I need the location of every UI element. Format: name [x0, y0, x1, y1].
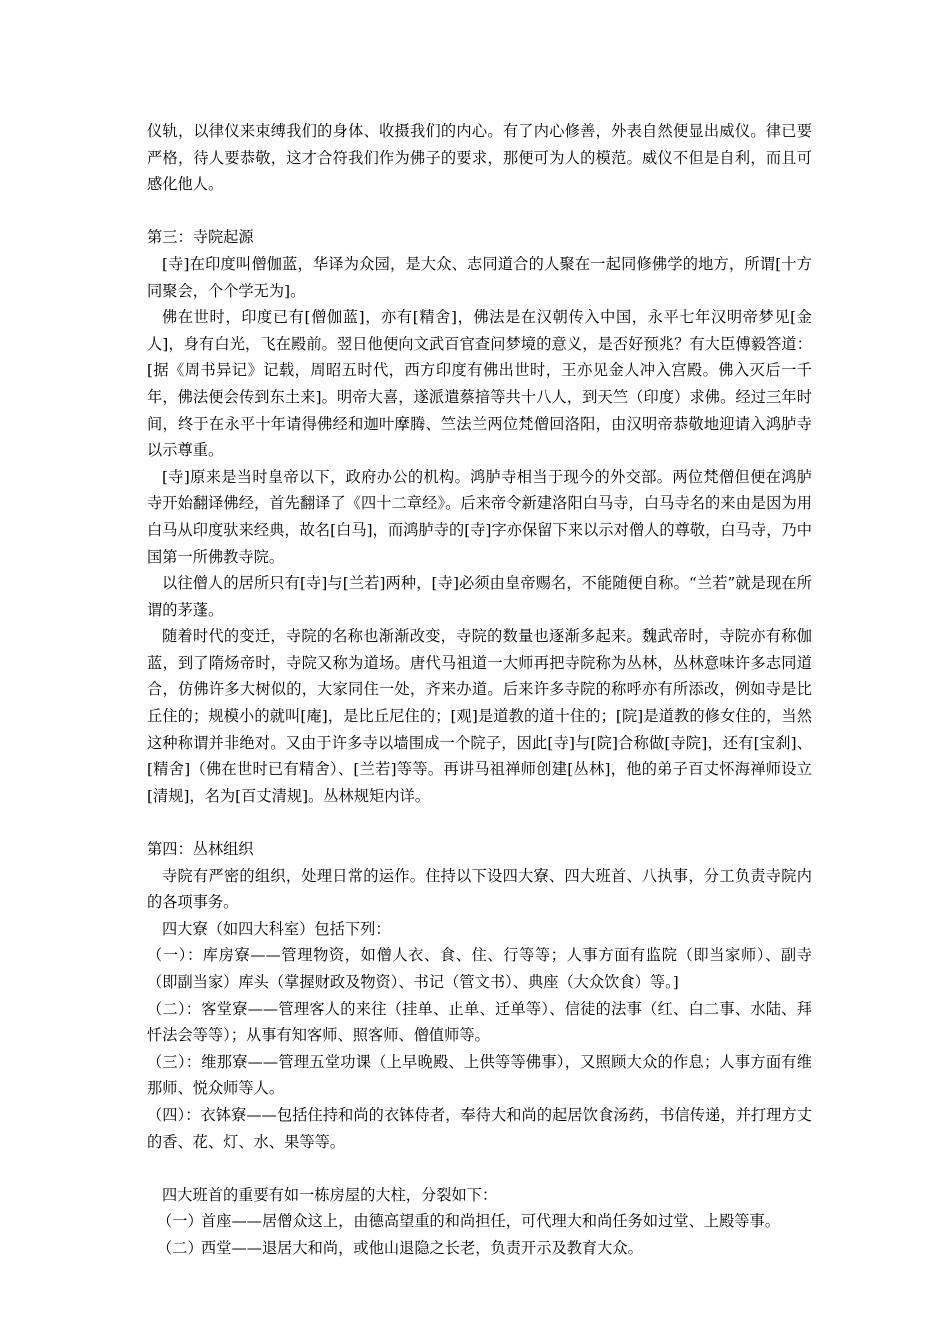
section4-list-title: 四大寮（如四大科室）包括下列：: [162, 919, 391, 938]
section-heading-4: 第四：丛林组织: [147, 840, 254, 859]
section3-paragraph: [寺]原来是当时皇帝以下，政府办公的机构。鸿胪寺相当于现今的外交部。两位梵僧但便在鸿胪寺开始翻译佛经，首先翻译了《四十二章经》。后来帝令新建洛阳白马寺，白马寺名的来由是因为用白马从印度驮来经典，故名[白马]，而鸿胪寺的[寺]字亦保留下来以示对僧人的尊敬，白马寺，乃中国第一所佛教寺院。: [147, 467, 812, 566]
intro-paragraph: 仪轨，以律仪来束缚我们的身体、收摄我们的内心。有了内心修善，外表自然便显出威仪。律已要严格，待人要恭敬，这才合符我们作为佛子的要求，那便可为人的模范。威仪不但是自利，而且可感化他人。: [147, 122, 812, 194]
list-item: （一）：库房寮——管理物资，如僧人衣、食、住、行等等；人事方面有监院（即当家师）、副寺（即副当家）库头（掌握财政及物资）、书记（管文书）、典座（大众饮食）等。]: [147, 946, 812, 991]
spacer: [147, 1155, 812, 1182]
banshou-item-number: （二）: [157, 1238, 203, 1257]
section4-intro: 寺院有严密的组织，处理日常的运作。住持以下设四大寮、四大班首、八执事，分工负责寺院内的各项事务。: [147, 866, 812, 912]
section3-paragraph: 以往僧人的居所只有[寺]与[兰若]两种，[寺]必须由皇帝赐名，不能随便自称。“兰若”就是现在所谓的茅蓬。: [147, 574, 812, 619]
list-item: （二）：客堂寮——管理客人的来往（挂单、止单、迁单等）、信徒的法事（红、白二事、水陆、拜忏法会等等）；从事有知客师、照客师、僧值师等。: [147, 999, 812, 1045]
banshou-item: [147, 1208, 812, 1235]
section-heading-3: 第三：寺院起源: [147, 228, 254, 247]
section3-paragraph: 随着时代的变迁，寺院的名称也渐渐改变，寺院的数量也逐渐多起来。魏武帝时，寺院亦有称伽蓝，到了隋炀帝时，寺院又称为道场。唐代马祖道一大师再把寺院称为丛林，丛林意味许多志同道合，仿佛许多大树似的，大家同住一处，齐来办道。后来许多寺院的称呼亦有所添改，例如寺是比丘住的；规模小的就叫[庵]，是比丘尼住的；[观]是道教的道十住的；[院]是道教的修女住的，当然这种称谓并非绝对。又由于许多寺以墙围成一个院子，因此[寺]与[院]合称做[寺院]，还有[宝刹]、[精舍]（佛在世时已有精舍）、[兰若]等等。再讲马祖禅师创建[丛林]，他的弟子百丈怀海禅师设立[清规]，名为[百丈清规]。丛林规矩内详。: [147, 627, 812, 805]
section3-paragraph: [寺]在印度叫僧伽蓝，华译为众园，是大众、志同道合的人聚在一起同修佛学的地方，所谓[十方同聚会，个个学无为]。: [147, 254, 812, 300]
list-item: （四）：衣钵寮——包括住持和尚的衣钵侍者，奉待大和尚的起居饮食汤药，书信传递，并打理方丈的香、花、灯、水、果等等。: [147, 1105, 812, 1151]
spacer: [147, 809, 812, 836]
banshou-item-text: 西堂——退居大和尚，或他山退隐之长老，负责开示及教育大众。: [201, 1238, 643, 1257]
banshou-title: 四大班首的重要有如一栋房屋的大柱，分裂如下：: [162, 1185, 498, 1204]
banshou-item-text: 首座——居僧众这上，由德高望重的和尚担任，可代理大和尚任务如过堂、上殿等事。: [201, 1212, 781, 1231]
section3-paragraph: 佛在世时，印度已有[僧伽蓝]，亦有[精舍]，佛法是在汉朝传入中国，永平七年汉明帝梦见[金人]，身有白光，飞在殿前。翌日他便向文武百官查问梦境的意义，是否好预兆？有大臣傅毅答道：[据《周书异记》记载，周昭五时代，西方印度有佛出世时，王亦见金人冲入宫殿。佛入灭后一千年，佛法便会传到东土来]。明帝大喜，遂派遣蔡揞等共十八人，到天竺（印度）求佛。经过三年时间，终于在永平十年请得佛经和迦叶摩腾、竺法兰两位梵僧回洛阳，由汉明帝恭敬地迎请入鸿胪寺以示尊重。: [147, 308, 812, 460]
document-body: [147, 118, 812, 1262]
banshou-item-number: （一）: [157, 1212, 203, 1231]
banshou-item: [147, 1235, 812, 1262]
list-item: （三）：维那寮——管理五堂功课（上早晚殿、上供等等佛事），又照顾大众的作息；人事方面有维那师、悦众师等人。: [147, 1052, 812, 1098]
spacer: [147, 198, 812, 225]
